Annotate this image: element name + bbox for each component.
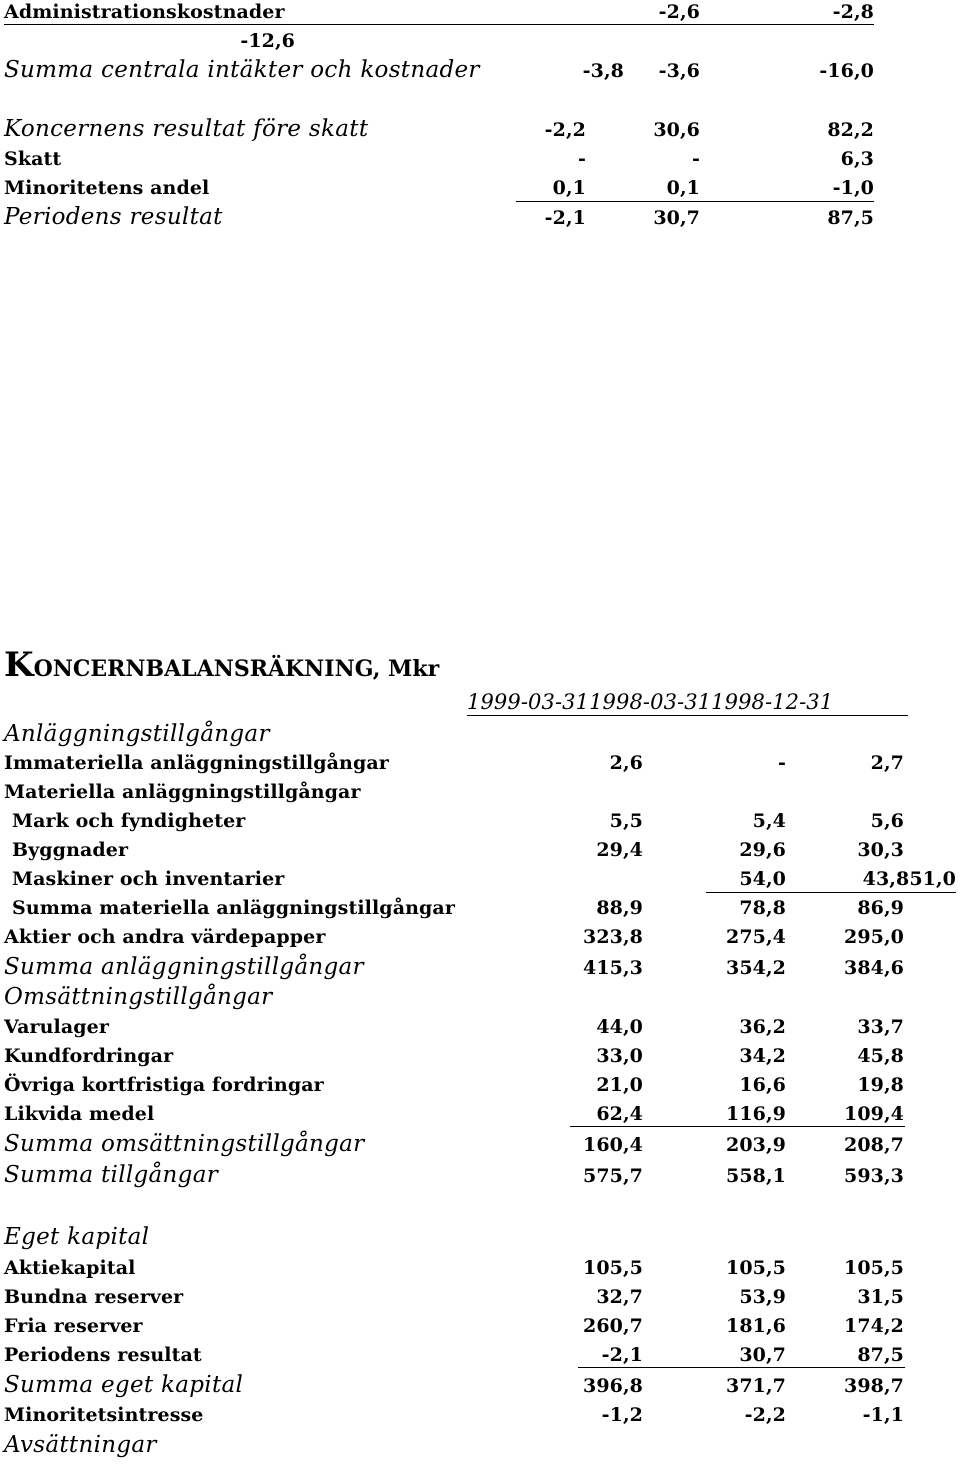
admin-divider [4,24,874,25]
share-capital-1998-03-31: 105,5 [726,1257,786,1279]
restricted-reserves-label: Bundna reserver [4,1286,184,1308]
machinery-label: Maskiner och inventarier [12,868,285,890]
profit-before-tax-q1-1998: 30,6 [653,119,700,141]
minority-interest-1998-12-31: -1,1 [862,1404,904,1426]
minority-interest-label: Minoritetsintresse [4,1404,204,1426]
inventory-1998-03-31: 36,2 [739,1016,786,1038]
free-reserves-1998-03-31: 181,6 [726,1315,786,1337]
total-assets-1998-03-31: 558,1 [726,1165,786,1187]
profit-before-tax-year-1998: 82,2 [827,119,874,141]
restricted-reserves-1998-12-31: 31,5 [857,1286,904,1308]
fixed-assets-sum-1999-03-31: 415,3 [583,957,643,979]
admin-costs-year-1998: -12,6 [240,30,295,52]
period-result-label: Periodens resultat [4,204,223,230]
period-result-q1-1998: 30,7 [653,207,700,229]
machinery-value-a: 54,0 [739,868,786,890]
restricted-reserves-1999-03-31: 32,7 [596,1286,643,1308]
shares-1999-03-31: 323,8 [583,926,643,948]
buildings-1998-03-31: 29,6 [739,839,786,861]
intangible-1999-03-31: 2,6 [609,752,643,774]
equity-period-result-label: Periodens resultat [4,1344,202,1366]
receivables-1999-03-31: 33,0 [596,1045,643,1067]
cash-underline [570,1126,905,1127]
other-receivables-1999-03-31: 21,0 [596,1074,643,1096]
total-assets-label: Summa tillgångar [4,1162,219,1188]
balance-title-initial: K [4,645,34,685]
intangible-1998-03-31: - [778,752,786,774]
minority-interest-1998-03-31: -2,2 [744,1404,786,1426]
equity-sum-1999-03-31: 396,8 [583,1375,643,1397]
admin-costs-q1-1998: -2,8 [832,1,874,23]
profit-before-tax-label: Koncernens resultat före skatt [4,116,369,142]
tangible-sum-1998-03-31: 78,8 [739,897,786,919]
shares-label: Aktier och andra värdepapper [4,926,326,948]
equity-sum-label: Summa eget kapital [4,1372,244,1398]
cash-1998-03-31: 116,9 [726,1103,786,1125]
central-total-year-1998: -16,0 [819,60,874,82]
current-assets-heading: Omsättningstillgångar [4,984,273,1010]
central-total-label: Summa centrala intäkter och kostnader [4,57,480,83]
machinery-underline [706,892,956,893]
intangible-label: Immateriella anläggningstillgångar [4,752,389,774]
buildings-label: Byggnader [12,839,129,861]
land-1999-03-31: 5,5 [609,810,643,832]
tax-q1-1998: - [692,148,700,170]
minority-interest-1999-03-31: -1,2 [601,1404,643,1426]
share-capital-label: Aktiekapital [4,1257,136,1279]
intangible-1998-12-31: 2,7 [870,752,904,774]
share-capital-1998-12-31: 105,5 [844,1257,904,1279]
current-assets-sum-1998-03-31: 203,9 [726,1134,786,1156]
balance-title-rest: ONCERNBALANSRÄKNING, Mkr [33,656,440,682]
tangible-sum-1998-12-31: 86,9 [857,897,904,919]
provisions-heading: Avsättningar [4,1432,157,1458]
minority-divider [516,201,874,202]
buildings-1998-12-31: 30,3 [857,839,904,861]
tax-year-1998: 6,3 [840,148,874,170]
equity-period-result-1998-12-31: 87,5 [857,1344,904,1366]
tangible-sum-label: Summa materiella anläggningstillgångar [12,897,455,919]
equity-sum-1998-12-31: 398,7 [844,1375,904,1397]
fixed-assets-heading: Anläggningstillgångar [4,721,270,747]
free-reserves-label: Fria reserver [4,1315,143,1337]
tangible-heading: Materiella anläggningstillgångar [4,781,361,803]
receivables-label: Kundfordringar [4,1045,174,1067]
tax-q1-1999: - [578,148,586,170]
admin-costs-q1-1999: -2,6 [658,1,700,23]
total-assets-1999-03-31: 575,7 [583,1165,643,1187]
central-total-q1-1998: -3,6 [658,60,700,82]
equity-period-result-1999-03-31: -2,1 [601,1344,643,1366]
other-receivables-label: Övriga kortfristiga fordringar [4,1074,324,1096]
minority-share-q1-1999: 0,1 [552,177,586,199]
fixed-assets-sum-1998-12-31: 384,6 [844,957,904,979]
cash-label: Likvida medel [4,1103,155,1125]
period-result-q1-1999: -2,1 [544,207,586,229]
machinery-value-b: 43,851,0 [862,868,956,890]
current-assets-sum-label: Summa omsättningstillgångar [4,1131,365,1157]
other-receivables-1998-12-31: 19,8 [857,1074,904,1096]
equity-sum-1998-03-31: 371,7 [726,1375,786,1397]
land-1998-03-31: 5,4 [752,810,786,832]
shares-1998-03-31: 275,4 [726,926,786,948]
free-reserves-1999-03-31: 260,7 [583,1315,643,1337]
buildings-1999-03-31: 29,4 [596,839,643,861]
admin-costs-label: Administrationskostnader [4,1,285,23]
equity-heading: Eget kapital [4,1224,150,1250]
inventory-1998-12-31: 33,7 [857,1016,904,1038]
shares-1998-12-31: 295,0 [844,926,904,948]
equity-period-result-1998-03-31: 30,7 [739,1344,786,1366]
land-1998-12-31: 5,6 [870,810,904,832]
current-assets-sum-1999-03-31: 160,4 [583,1134,643,1156]
other-receivables-1998-03-31: 16,6 [739,1074,786,1096]
equity-result-underline [578,1367,905,1368]
minority-share-year-1998: -1,0 [832,177,874,199]
minority-share-q1-1998: 0,1 [666,177,700,199]
receivables-1998-03-31: 34,2 [739,1045,786,1067]
current-assets-sum-1998-12-31: 208,7 [844,1134,904,1156]
restricted-reserves-1998-03-31: 53,9 [739,1286,786,1308]
land-label: Mark och fyndigheter [12,810,246,832]
balance-title [4,645,440,685]
central-total-q1-1999: -3,8 [582,60,624,82]
minority-share-label: Minoritetens andel [4,177,210,199]
share-capital-1999-03-31: 105,5 [583,1257,643,1279]
tax-label: Skatt [4,148,62,170]
tangible-sum-1999-03-31: 88,9 [596,897,643,919]
cash-1998-12-31: 109,4 [844,1103,904,1125]
cash-1999-03-31: 62,4 [596,1103,643,1125]
fixed-assets-sum-label: Summa anläggningstillgångar [4,954,364,980]
free-reserves-1998-12-31: 174,2 [844,1315,904,1337]
inventory-label: Varulager [4,1016,109,1038]
receivables-1998-12-31: 45,8 [857,1045,904,1067]
dates-underline [467,715,908,716]
period-result-year-1998: 87,5 [827,207,874,229]
profit-before-tax-q1-1999: -2,2 [544,119,586,141]
column-dates: 1999-03-311998-03-311998-12-31 [467,690,834,714]
total-assets-1998-12-31: 593,3 [844,1165,904,1187]
inventory-1999-03-31: 44,0 [596,1016,643,1038]
fixed-assets-sum-1998-03-31: 354,2 [726,957,786,979]
